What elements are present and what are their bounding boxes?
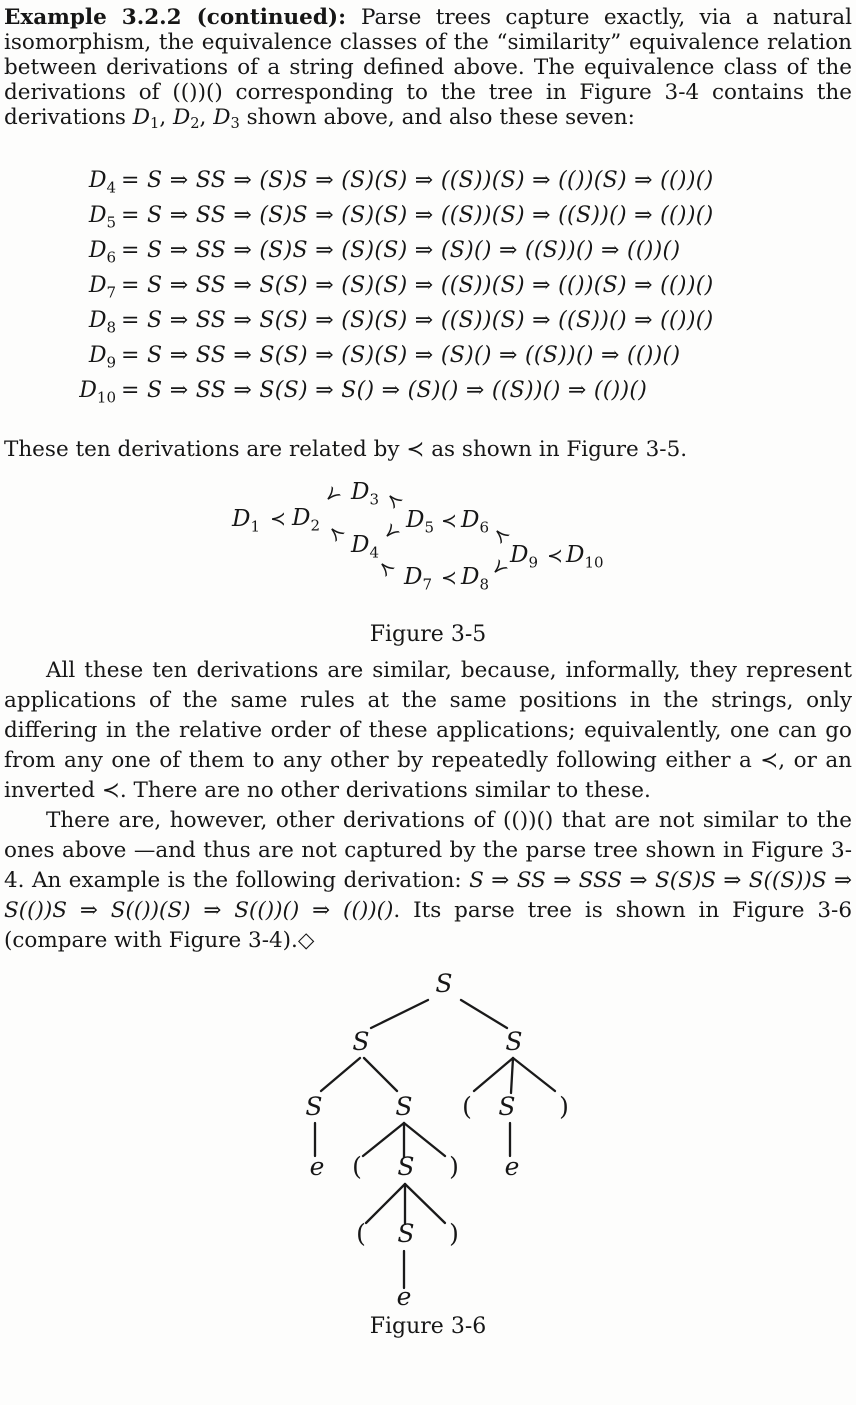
text-segment: D (213, 105, 231, 130)
tree-node-close-paren: ) (449, 1152, 459, 1182)
text-segment: D (173, 105, 191, 130)
derivation-line-d9 (62, 343, 852, 378)
precedes-symbol: ≺ (441, 567, 457, 590)
derivations-list (62, 168, 852, 413)
derivation-line-d7 (62, 273, 852, 308)
tree-edge (366, 1184, 405, 1223)
derivation-body: = S ⇒ SS ⇒ S(S) ⇒ (S)(S) ⇒ ((S))(S) ⇒ (())(S) ⇒ (())() (121, 273, 714, 299)
text-segment: 2 (190, 115, 200, 133)
tree-edge (513, 1058, 555, 1091)
tree-edge (461, 1000, 507, 1028)
tree-node-e: e (504, 1152, 520, 1182)
derivation-label: $D_9$ (88, 343, 116, 372)
derivation-label: $D_{10}$ (79, 378, 116, 407)
tree-node-e: e (309, 1152, 325, 1182)
fig35-node-d1: $D_1$ (232, 506, 260, 536)
precedes-symbol-diagonal-down: ≺ (322, 519, 350, 547)
fig35-node-d8: $D_8$ (461, 564, 489, 594)
precedes-symbol-diagonal-down: ≺ (487, 521, 515, 549)
text-segment: , (159, 105, 173, 130)
text-segment: shown above, and also these seven: (239, 105, 635, 130)
tree-node-S-root: S (435, 969, 453, 999)
paragraph-example-intro (4, 5, 852, 136)
precedes-symbol-diagonal-down: ≺ (380, 486, 408, 514)
tree-node-S: S (397, 1152, 415, 1182)
derivation-label: $D_5$ (88, 203, 116, 232)
tree-edge (405, 1184, 445, 1223)
fig35-node-d2: $D_2$ (292, 505, 320, 535)
derivation-label: $D_4$ (88, 168, 116, 197)
tree-edge (474, 1058, 513, 1091)
text-segment: S ⇒ SS ⇒ SSS ⇒ S(S)S ⇒ S((S))S ⇒ S(())S ⇒ S(())(S) ⇒ S(())() ⇒ (())() (4, 868, 852, 924)
text-segment: . Its parse tree is shown in Figure 3-6 (compare with Figure 3-4).◇ (4, 898, 852, 954)
tree-node-open-paren: ( (462, 1092, 472, 1122)
fig35-node-d6: $D_6$ (461, 507, 489, 537)
tree-node-S: S (352, 1027, 370, 1057)
tree-node-S: S (305, 1092, 323, 1122)
fig35-node-d3: $D_3$ (351, 479, 379, 509)
paragraph-similarity: All these ten derivations are similar, because, informally, they represent applications of the same rules at the same positions in the strings, only differing in the relative order of these applications; equivalently, one can go from any one of them to any other by repeatedly following either a ≺, or an inverted ≺. There are no other derivations similar to these. (4, 658, 852, 804)
precedes-symbol-diagonal-up: ≺ (377, 518, 405, 546)
text-segment: 3 (230, 115, 240, 133)
figure-3-5-caption: Figure 3-5 (369, 622, 487, 648)
text-segment: Parse trees capture exactly, via a natural isomorphism, the equivalence classes of the “similarity” equivalence relation between derivations of a string defined above. The equivalence class of the derivations of (())() corresponding to the tree in Figure 3-4 contains the derivations (4, 5, 852, 130)
derivation-body: = S ⇒ SS ⇒ S(S) ⇒ (S)(S) ⇒ (S)() ⇒ ((S))() ⇒ (())() (121, 343, 681, 369)
paragraph-other-derivations (4, 806, 852, 956)
derivation-body: = S ⇒ SS ⇒ (S)S ⇒ (S)(S) ⇒ ((S))(S) ⇒ ((S))() ⇒ (())() (121, 203, 714, 229)
precedes-symbol-diagonal-down: ≺ (372, 554, 400, 582)
fig35-node-d7: $D_7$ (404, 564, 432, 594)
paragraph-related-by: These ten derivations are related by ≺ as shown in Figure 3-5. (4, 437, 688, 463)
fig35-node-d9: $D_9$ (510, 542, 538, 572)
text-segment: , (199, 105, 214, 130)
tree-edge (321, 1058, 360, 1091)
tree-node-S: S (397, 1219, 415, 1249)
tree-edge (364, 1058, 397, 1091)
precedes-symbol-diagonal-up: ≺ (318, 481, 346, 509)
tree-node-open-paren: ( (356, 1219, 366, 1249)
tree-node-open-paren: ( (352, 1152, 362, 1182)
derivation-line-d8 (62, 308, 852, 343)
derivation-line-d6 (62, 238, 852, 273)
fig35-node-d5: $D_5$ (406, 507, 434, 537)
fig35-node-d10: $D_{10}$ (566, 542, 604, 572)
tree-node-S: S (498, 1092, 516, 1122)
derivation-body: = S ⇒ SS ⇒ S(S) ⇒ (S)(S) ⇒ ((S))(S) ⇒ ((S))() ⇒ (())() (121, 308, 714, 334)
derivation-body: = S ⇒ SS ⇒ (S)S ⇒ (S)(S) ⇒ ((S))(S) ⇒ (())(S) ⇒ (())() (121, 168, 714, 194)
tree-edge (371, 1000, 428, 1028)
derivation-line-d5 (62, 203, 852, 238)
figure-3-5-diagram (4, 476, 852, 600)
tree-node-S: S (395, 1092, 413, 1122)
derivation-line-d10 (62, 378, 852, 413)
tree-node-close-paren: ) (559, 1092, 569, 1122)
precedes-symbol: ≺ (547, 545, 563, 568)
figure-3-6-caption: Figure 3-6 (369, 1314, 487, 1340)
precedes-symbol: ≺ (441, 510, 457, 533)
derivation-line-d4 (62, 168, 852, 203)
tree-node-e: e (396, 1282, 412, 1312)
derivation-body: = S ⇒ SS ⇒ (S)S ⇒ (S)(S) ⇒ (S)() ⇒ ((S))() ⇒ (())() (121, 238, 681, 264)
tree-node-close-paren: ) (449, 1219, 459, 1249)
tree-edge (511, 1058, 513, 1093)
precedes-symbol-diagonal-up: ≺ (485, 554, 513, 582)
derivation-label: $D_6$ (88, 238, 116, 267)
precedes-symbol: ≺ (270, 508, 286, 531)
text-segment: Example 3.2.2 (continued): (4, 5, 361, 30)
derivation-body: = S ⇒ SS ⇒ S(S) ⇒ S() ⇒ (S)() ⇒ ((S))() ⇒ (())() (121, 378, 648, 404)
figure-3-6-parse-tree (4, 960, 856, 1312)
text-segment: There are, however, other derivations of (())() that are not similar to the ones above —and thus are not captured by the parse tree shown in Figure 3-4. An example is the following derivation: (4, 808, 852, 894)
text-segment: 1 (150, 115, 160, 133)
text-segment: D (132, 105, 151, 130)
derivation-label: $D_8$ (88, 308, 116, 337)
tree-node-S: S (505, 1027, 523, 1057)
fig35-node-d4: $D_4$ (351, 532, 379, 562)
derivation-label: $D_7$ (88, 273, 116, 302)
